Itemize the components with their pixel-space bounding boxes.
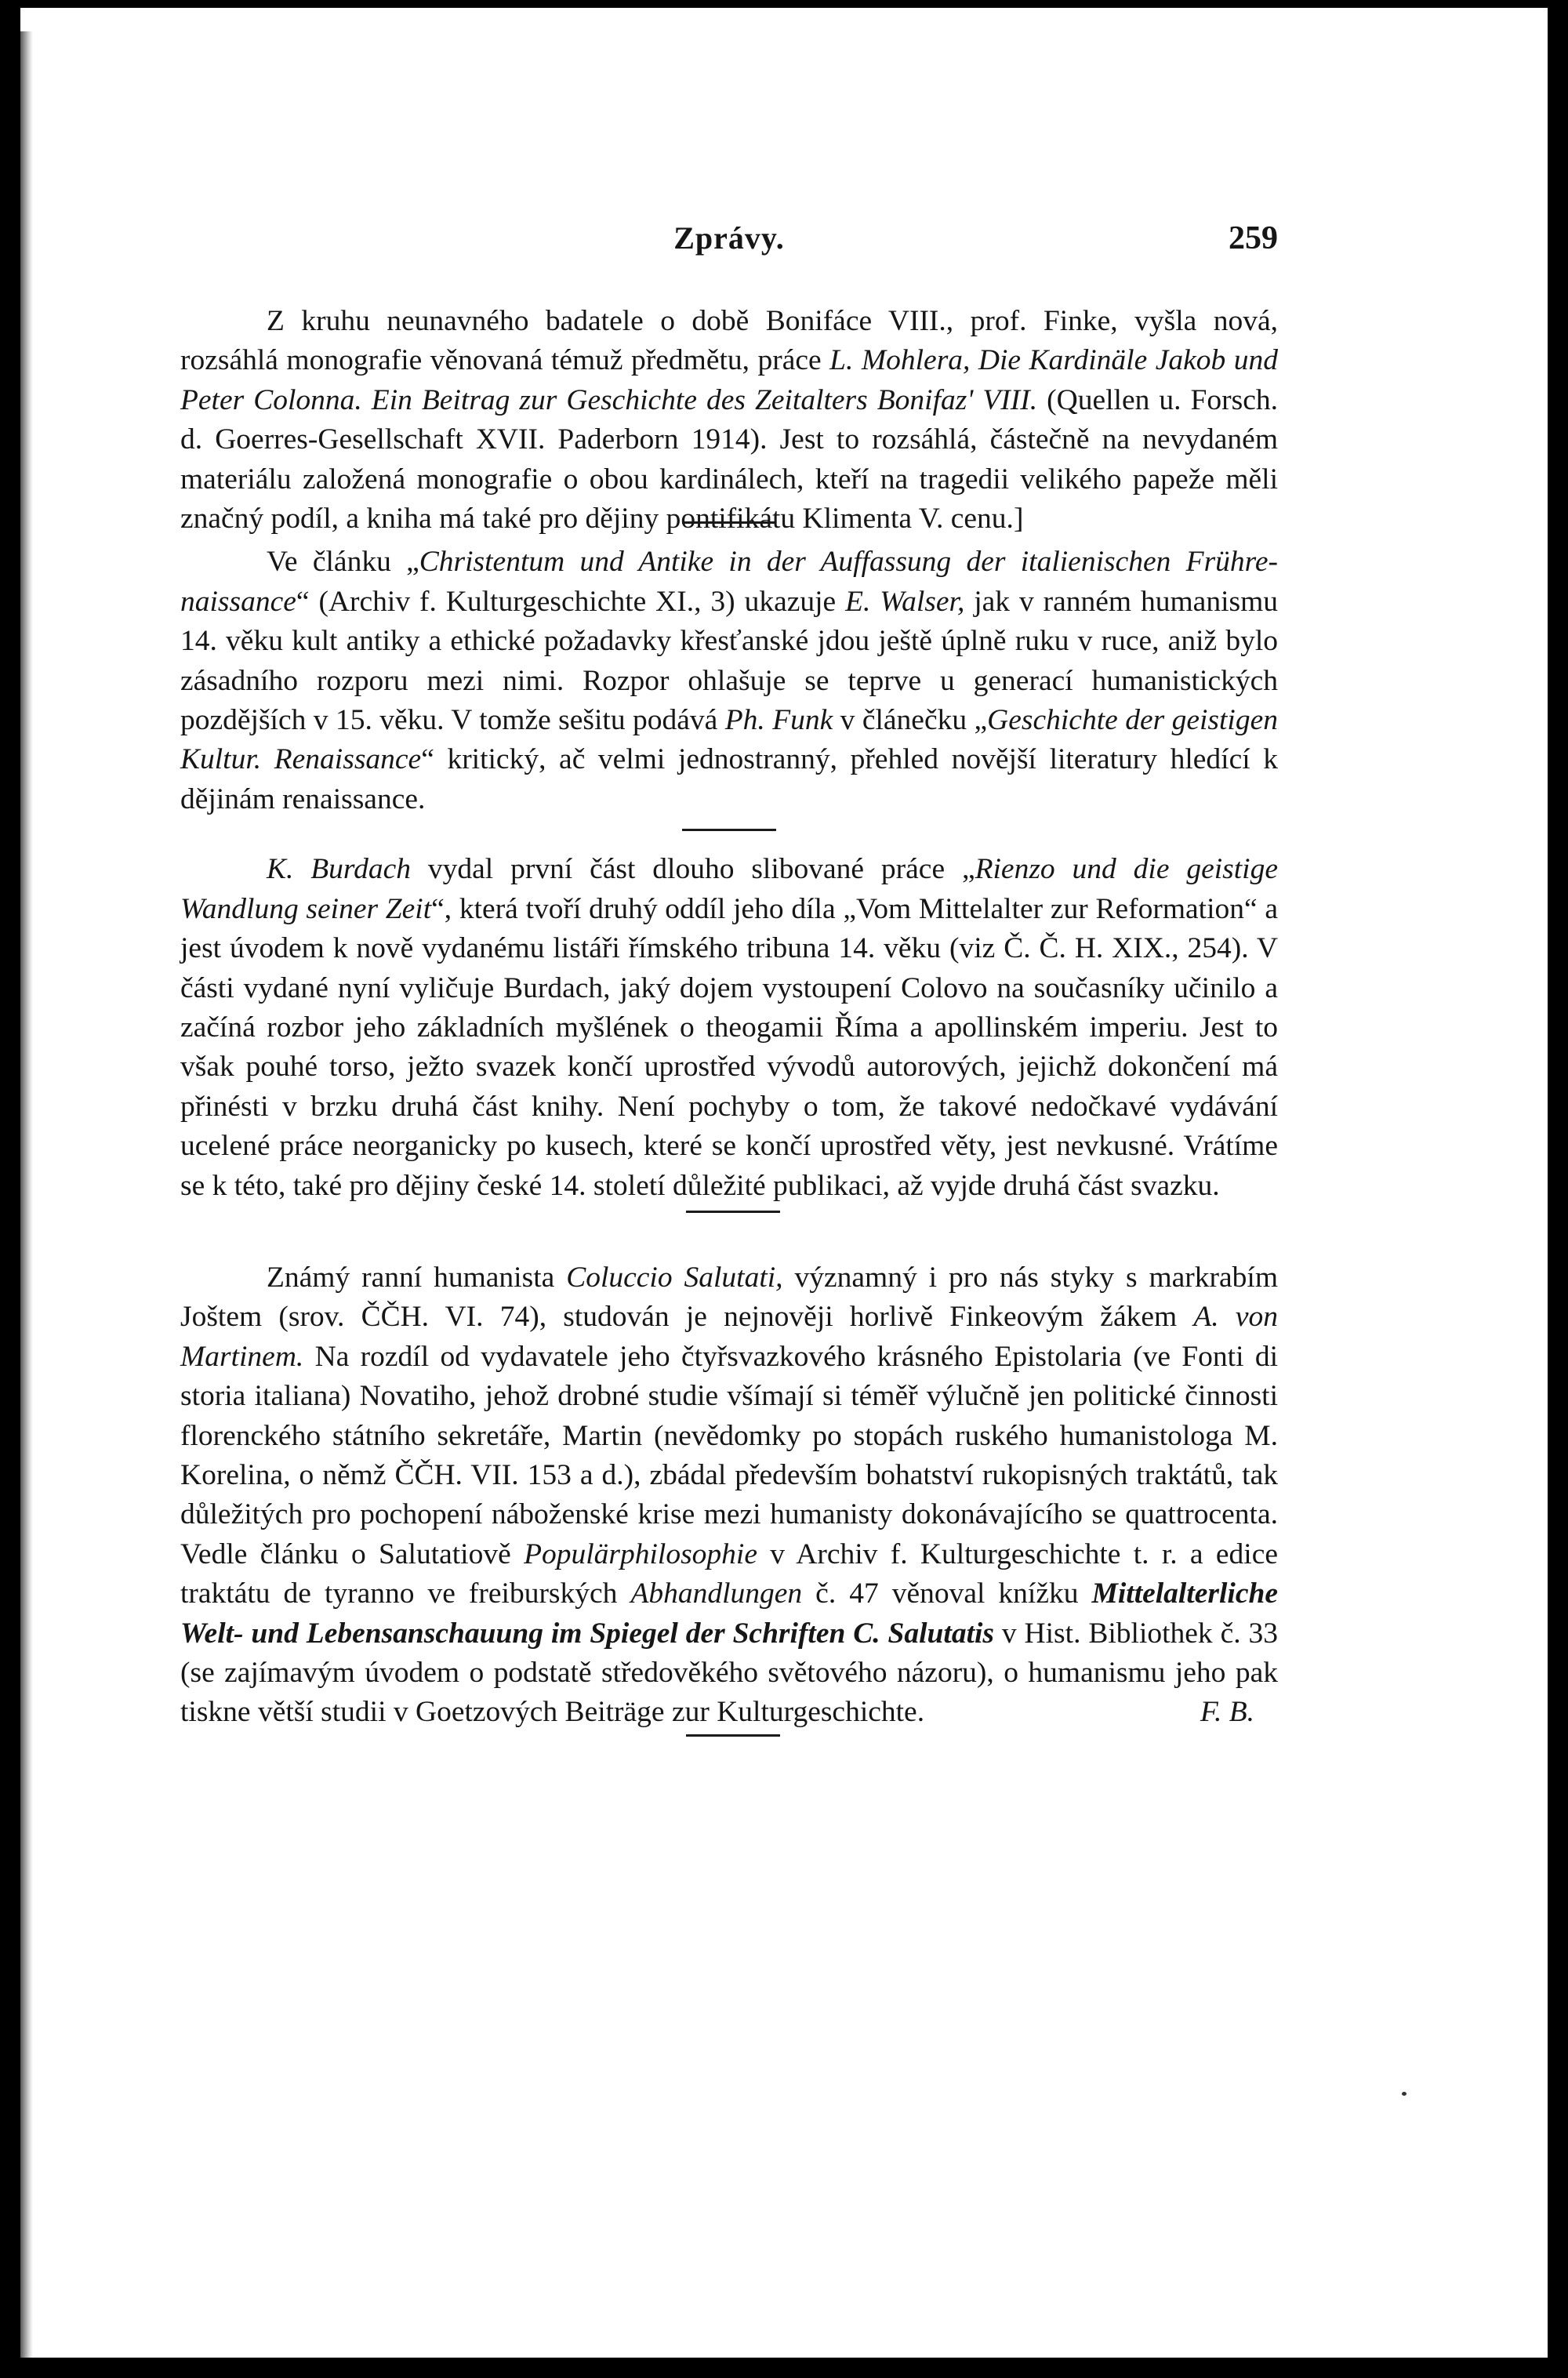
author-funk: Ph. Funk (724, 704, 833, 737)
author-walser: E. Walser, (845, 585, 965, 618)
title-mittelalterliche: Mittelalterliche Welt- und Lebensanschauung im Spiegel der Schriften C. Salutatis (180, 1577, 1278, 1650)
name-salutati: Coluccio Salutati, (566, 1261, 783, 1294)
running-title: Zprávy. (673, 220, 785, 256)
bracket-mark: ] (1013, 503, 1024, 536)
paragraph-walser: Ve článku „Christentum und Antike in der Auffassung der italienischen Frührenaissance“ (Archiv f. Kulturgeschichte XI., 3) ukazuje E. Walser, jak v ranném humanismu 14. věku kult antiky a ethické požadavky křesťanské jdou ještě úplně ruku v ruce, aniž bylo zásadního rozporu mezi nimi. Rozpor ohlašuje se teprve u generací humanistických pozdějších v 15. věku. V tomže sešitu podává Ph. Funk v článečku „Geschichte der geistigen Kultur. Renaissance“ kritický, ač velmi jednostranný, přehled novější literatury hledící k dějinám renaissance. (180, 546, 1279, 815)
paragraph-salutati: Známý ranní humanista Coluccio Salutati, významný i pro nás styky s markrabím Joštem (srov. ČČH. VI. 74), studován je nejnověji horlivě Finkeovým žákem A. von Martinem. Na rozdíl od vydavatele jeho čtyřsvazkového krásného Epistolaria (ve Fonti di storia italiana) Novatiho, jehož drobné studie všímají si téměř výlučně jen politické činnosti florenckého státního sekretáře, Martin (nevědomky po stopách ruského humanistologa M. Korelina, o němž ČČH. VII. 153 a d.), zbádal především bohatství rukopisných traktátů, tak důležitých pro pochopení náboženské krise mezi humanisty dokonávajícího se quattrocenta. Vedle článku o Salutatiově Populärphilosophie v Archiv f. Kulturgeschichte t. r. a edice traktátu de tyranno ve freiburských Abhandlungen č. 47 věnoval knížku Mittelalterliche Welt- und Lebensanschauung im Spiegel der Schriften C. Salutatis v Hist. Bibliothek č. 33 (se zajímavým úvodem o podstatě středověkého světového názoru), o humanismu jeho pak tiskne větší studii v Goetzových Beiträge zur Kulturgeschichte. F. B. (180, 1258, 1278, 1733)
section-rule (686, 1211, 780, 1213)
book-title-kardinale: Die Kardinäle Jakob und Peter Colonna. Ein Beitrag zur Geschichte des Zeitalters Bonifaz' VIII. (180, 344, 1278, 416)
article-title-geschichte: Geschichte der geistigen Kultur. Renaissance (180, 704, 1278, 776)
scan-border-top (0, 0, 1568, 8)
page-header (180, 220, 1278, 274)
title-popularphilosophie: Populärphilosophie (524, 1538, 757, 1570)
author-burdach: K. Burdach (267, 853, 412, 886)
paragraph-burdach: K. Burdach vydal první část dlouho slibované práce „Rienzo und die geistige Wandlung seiner Zeit“, která tvoří druhý oddíl jeho díla „Vom Mittelalter zur Reformation“ a jest úvodem k nově vydanému listáři římského tribuna 14. věku (viz Č. Č. H. XIX., 254). V části vydané nyní vyličuje Burdach, jaký dojem vystoupení Colovo na současníky učinilo a začíná rozbor jeho základních myšlének o theogamii Říma a apollinském imperiu. Jest to však pouhé torso, ježto svazek končí uprostřed vývodů autorových, jejichž dokončení má přinésti v brzku druhá část knihy. Není pochyby o tom, že takové nedočkavé vydávání ucelené práce neorganicky po kusech, které se končí uprostřed věty, jest nevkusné. Vrátíme se k této, také pro dějiny české 14. století důležité publikaci, až vyjde druhá část svazku. (180, 853, 1278, 1202)
section-rule (686, 1734, 780, 1737)
signature: F. B. (1200, 1696, 1254, 1729)
scan-border-bottom (0, 2358, 1568, 2378)
scan-shadow-left (20, 31, 33, 2378)
article-title-christentum: Christentum und Antike in der Auffassung der italienischen Frührenaissance (180, 546, 1279, 618)
scan-border-left (0, 0, 20, 2378)
stray-ink-mark (1402, 2092, 1406, 2096)
scan-border-right (1548, 0, 1568, 2378)
title-abhandlungen: Abhandlungen (630, 1577, 803, 1610)
page-body (180, 302, 1278, 1737)
author-mohler: L. Mohlera, (829, 344, 971, 377)
section-rule (682, 829, 776, 831)
page-number: 259 (1229, 220, 1278, 256)
name-martin: A. von Martinem. (180, 1301, 1278, 1373)
paragraph-finke-colonna: Z kruhu neunavného badatele o době Bonifáce VIII., prof. Finke, vyšla nová, rozsáhlá monografie věnovaná témuž předmětu, práce L. Mohlera, Die Kardinäle Jakob und Peter Colonna. Ein Beitrag zur Geschichte des Zeitalters Bonifaz' VIII. (Quellen u. Forsch. d. Goerres-Gesellschaft XVII. Paderborn 1914). Jest to rozsáhlá, částečně na nevydaném materiálu založená monografie o obou kardinálech, kteří na tragedii velikého papeže měli značný podíl, a kniha má také pro dějiny pontifikátu Klimenta V. cenu.] (180, 305, 1278, 536)
book-title-rienzo: Rienzo und die geistige Wandlung seiner Zeit (180, 853, 1278, 925)
